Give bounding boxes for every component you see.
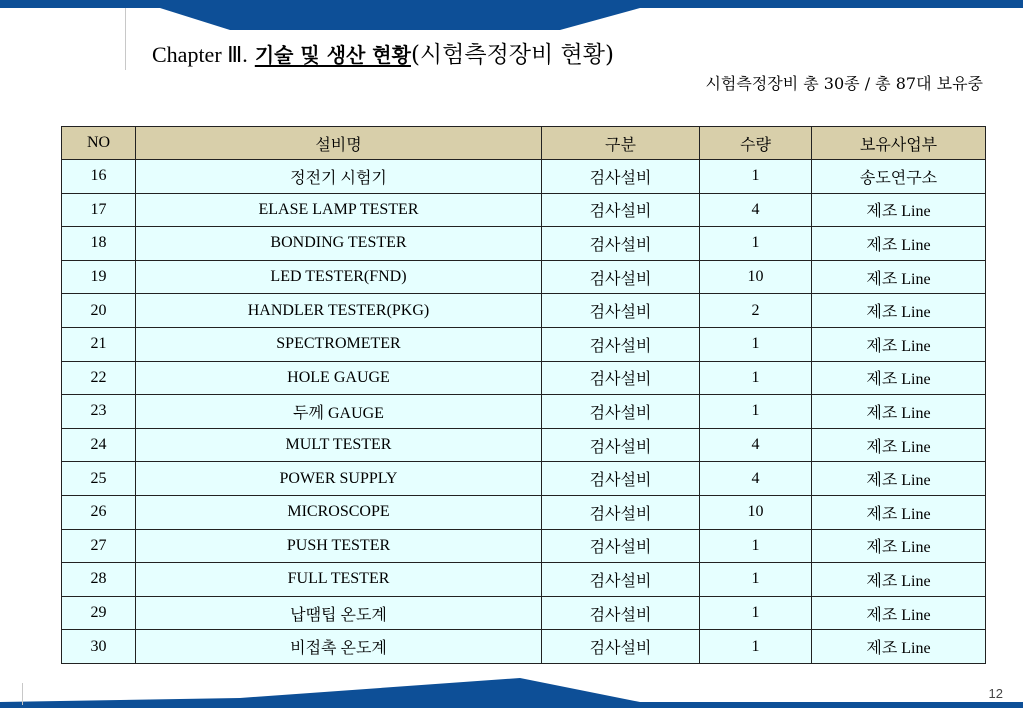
cell-equipment-name: 비접촉 온도계 bbox=[136, 630, 542, 664]
table-row bbox=[62, 462, 986, 496]
table-row bbox=[62, 193, 986, 227]
equipment-table bbox=[61, 126, 986, 664]
equipment-summary: 시험측정장비 총 30종 / 총 87대 보유중 bbox=[705, 74, 983, 93]
cell-quantity: 1 bbox=[700, 630, 812, 664]
cell-quantity: 1 bbox=[700, 327, 812, 361]
cell-division: 제조 Line bbox=[812, 529, 986, 563]
cell-category: 검사설비 bbox=[542, 227, 700, 261]
title-subtitle: (시험측정장비 현황) bbox=[410, 42, 614, 68]
table-row bbox=[62, 596, 986, 630]
cell-no: 16 bbox=[62, 160, 136, 194]
cell-no: 20 bbox=[62, 294, 136, 328]
table-row bbox=[62, 529, 986, 563]
cell-category: 검사설비 bbox=[542, 596, 700, 630]
table-row bbox=[62, 160, 986, 194]
cell-quantity: 1 bbox=[700, 596, 812, 630]
table-row bbox=[62, 227, 986, 261]
cell-quantity: 1 bbox=[700, 160, 812, 194]
cell-no: 24 bbox=[62, 428, 136, 462]
cell-category: 검사설비 bbox=[542, 495, 700, 529]
cell-no: 17 bbox=[62, 193, 136, 227]
cell-equipment-name: MULT TESTER bbox=[136, 428, 542, 462]
cell-quantity: 4 bbox=[700, 462, 812, 496]
column-header-category: 구분 bbox=[542, 127, 700, 160]
cell-division: 송도연구소 bbox=[812, 160, 986, 194]
footer-divider-line bbox=[22, 683, 23, 705]
cell-division: 제조 Line bbox=[812, 563, 986, 597]
column-header-quantity: 수량 bbox=[700, 127, 812, 160]
cell-equipment-name: SPECTROMETER bbox=[136, 327, 542, 361]
cell-equipment-name: 납땜팁 온도계 bbox=[136, 596, 542, 630]
cell-equipment-name: FULL TESTER bbox=[136, 563, 542, 597]
table-row bbox=[62, 630, 986, 664]
cell-quantity: 4 bbox=[700, 193, 812, 227]
cell-division: 제조 Line bbox=[812, 495, 986, 529]
table-header-row bbox=[62, 127, 986, 160]
cell-division: 제조 Line bbox=[812, 428, 986, 462]
cell-division: 제조 Line bbox=[812, 395, 986, 429]
cell-division: 제조 Line bbox=[812, 361, 986, 395]
table-row bbox=[62, 294, 986, 328]
cell-category: 검사설비 bbox=[542, 428, 700, 462]
top-decorative-band bbox=[0, 0, 1023, 30]
cell-no: 26 bbox=[62, 495, 136, 529]
table-row bbox=[62, 260, 986, 294]
column-header-division: 보유사업부 bbox=[812, 127, 986, 160]
cell-category: 검사설비 bbox=[542, 630, 700, 664]
cell-division: 제조 Line bbox=[812, 462, 986, 496]
cell-quantity: 1 bbox=[700, 529, 812, 563]
cell-equipment-name: HANDLER TESTER(PKG) bbox=[136, 294, 542, 328]
table-row bbox=[62, 361, 986, 395]
cell-division: 제조 Line bbox=[812, 596, 986, 630]
column-header-equipment-name: 설비명 bbox=[136, 127, 542, 160]
column-header-no: NO bbox=[62, 127, 136, 160]
cell-no: 28 bbox=[62, 563, 136, 597]
cell-no: 23 bbox=[62, 395, 136, 429]
cell-category: 검사설비 bbox=[542, 563, 700, 597]
cell-category: 검사설비 bbox=[542, 529, 700, 563]
cell-quantity: 10 bbox=[700, 260, 812, 294]
cell-no: 25 bbox=[62, 462, 136, 496]
cell-division: 제조 Line bbox=[812, 294, 986, 328]
cell-division: 제조 Line bbox=[812, 260, 986, 294]
cell-equipment-name: 두께 GAUGE bbox=[136, 395, 542, 429]
cell-equipment-name: POWER SUPPLY bbox=[136, 462, 542, 496]
cell-quantity: 1 bbox=[700, 361, 812, 395]
cell-equipment-name: 정전기 시험기 bbox=[136, 160, 542, 194]
page-number: 12 bbox=[988, 686, 1003, 701]
chapter-label: Chapter Ⅲ. bbox=[152, 42, 248, 67]
cell-category: 검사설비 bbox=[542, 193, 700, 227]
cell-no: 22 bbox=[62, 361, 136, 395]
cell-no: 29 bbox=[62, 596, 136, 630]
title-divider-line bbox=[125, 8, 126, 70]
cell-equipment-name: LED TESTER(FND) bbox=[136, 260, 542, 294]
bottom-decorative-band bbox=[0, 672, 1023, 708]
cell-category: 검사설비 bbox=[542, 462, 700, 496]
cell-no: 30 bbox=[62, 630, 136, 664]
table-row bbox=[62, 563, 986, 597]
cell-no: 27 bbox=[62, 529, 136, 563]
cell-quantity: 1 bbox=[700, 563, 812, 597]
table-row bbox=[62, 495, 986, 529]
table-row bbox=[62, 428, 986, 462]
cell-equipment-name: HOLE GAUGE bbox=[136, 361, 542, 395]
title-main: 기술 및 생산 현황 bbox=[254, 43, 411, 67]
cell-equipment-name: BONDING TESTER bbox=[136, 227, 542, 261]
cell-division: 제조 Line bbox=[812, 193, 986, 227]
cell-category: 검사설비 bbox=[542, 361, 700, 395]
cell-category: 검사설비 bbox=[542, 160, 700, 194]
cell-no: 18 bbox=[62, 227, 136, 261]
cell-division: 제조 Line bbox=[812, 630, 986, 664]
table-body bbox=[62, 160, 986, 664]
cell-quantity: 10 bbox=[700, 495, 812, 529]
cell-division: 제조 Line bbox=[812, 227, 986, 261]
cell-division: 제조 Line bbox=[812, 327, 986, 361]
cell-equipment-name: MICROSCOPE bbox=[136, 495, 542, 529]
cell-quantity: 1 bbox=[700, 227, 812, 261]
cell-no: 21 bbox=[62, 327, 136, 361]
cell-category: 검사설비 bbox=[542, 395, 700, 429]
cell-equipment-name: PUSH TESTER bbox=[136, 529, 542, 563]
cell-category: 검사설비 bbox=[542, 294, 700, 328]
cell-equipment-name: ELASE LAMP TESTER bbox=[136, 193, 542, 227]
cell-quantity: 4 bbox=[700, 428, 812, 462]
cell-category: 검사설비 bbox=[542, 260, 700, 294]
table-row bbox=[62, 327, 986, 361]
cell-quantity: 2 bbox=[700, 294, 812, 328]
cell-no: 19 bbox=[62, 260, 136, 294]
cell-category: 검사설비 bbox=[542, 327, 700, 361]
cell-quantity: 1 bbox=[700, 395, 812, 429]
page-title bbox=[152, 40, 614, 71]
table-row bbox=[62, 395, 986, 429]
